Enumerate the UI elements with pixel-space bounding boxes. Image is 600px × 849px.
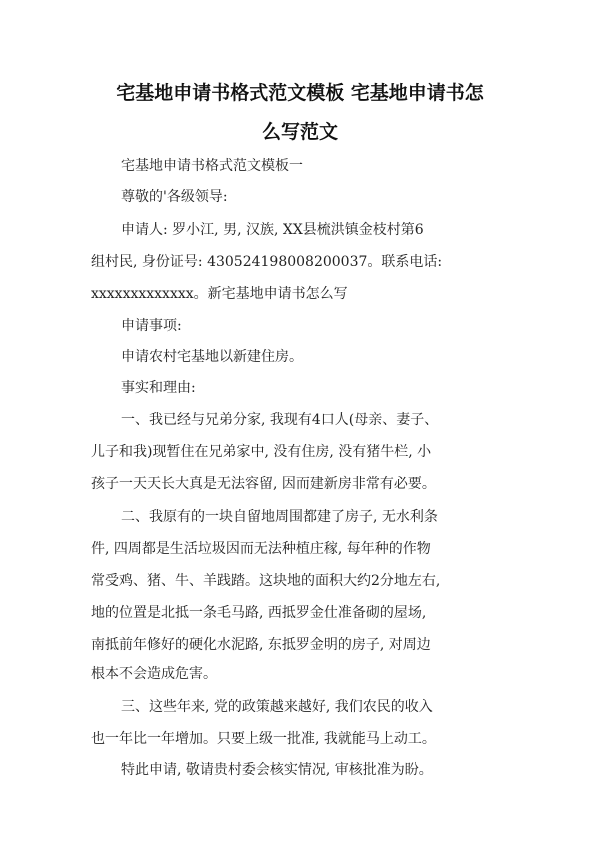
reason-2-line-2: 件, 四周都是生活垃圾因而无法种植庄稼, 每年种的作物 xyxy=(91,541,431,557)
reason-2-line-5: 南抵前年修好的硬化水泥路, 东抵罗金明的房子, 对周边 xyxy=(91,637,431,653)
document-title-line-2: 么写范文 xyxy=(261,121,338,143)
facts-reasons-heading: 事实和理由: xyxy=(121,380,196,396)
applicant-line-2: 组村民, 身份证号: 430524198008200037。联系电话: xyxy=(91,254,443,270)
reason-1-line-1: 一、我已经与兄弟分家, 我现有4口人(母亲、妻子、 xyxy=(121,412,439,428)
reason-1-line-2: 儿子和我)现暂住在兄弟家中, 没有住房, 没有猪牛栏, 小 xyxy=(91,444,432,460)
reason-2-line-3: 常受鸡、猪、牛、羊践踏。这块地的面积大约2分地左右, xyxy=(91,573,441,589)
applicant-line-3: xxxxxxxxxxxxx。新宅基地申请书怎么写 xyxy=(91,286,348,302)
document-title-line-1: 宅基地申请书格式范文模板 宅基地申请书怎 xyxy=(116,82,484,104)
section-heading: 宅基地申请书格式范文模板一 xyxy=(121,158,303,174)
reason-2-line-4: 地的位置是北抵一条毛马路, 西抵罗金仕准备砌的屋场, xyxy=(91,605,427,621)
reason-2-line-6: 根本不会造成危害。 xyxy=(91,666,217,682)
applicant-line-1: 申请人: 罗小江, 男, 汉族, XX县梳洪镇金枝村第6 xyxy=(121,222,424,238)
reason-1-line-3: 孩子一天天长大真是无法容留, 因而建新房非常有必要。 xyxy=(91,476,436,492)
application-matters-heading: 申请事项: xyxy=(121,318,182,334)
salutation: 尊敬的'各级领导: xyxy=(121,189,228,205)
closing-line: 特此申请, 敬请贵村委会核实情况, 审核批准为盼。 xyxy=(121,762,433,778)
reason-3-line-2: 也一年比一年增加。只要上级一批准, 我就能马上动工。 xyxy=(91,731,436,747)
reason-3-line-1: 三、这些年来, 党的政策越来越好, 我们农民的收入 xyxy=(121,699,433,715)
reason-2-line-1: 二、我原有的一块自留地周围都建了房子, 无水利条 xyxy=(121,509,438,525)
application-matters-text: 申请农村宅基地以新建住房。 xyxy=(121,349,303,365)
